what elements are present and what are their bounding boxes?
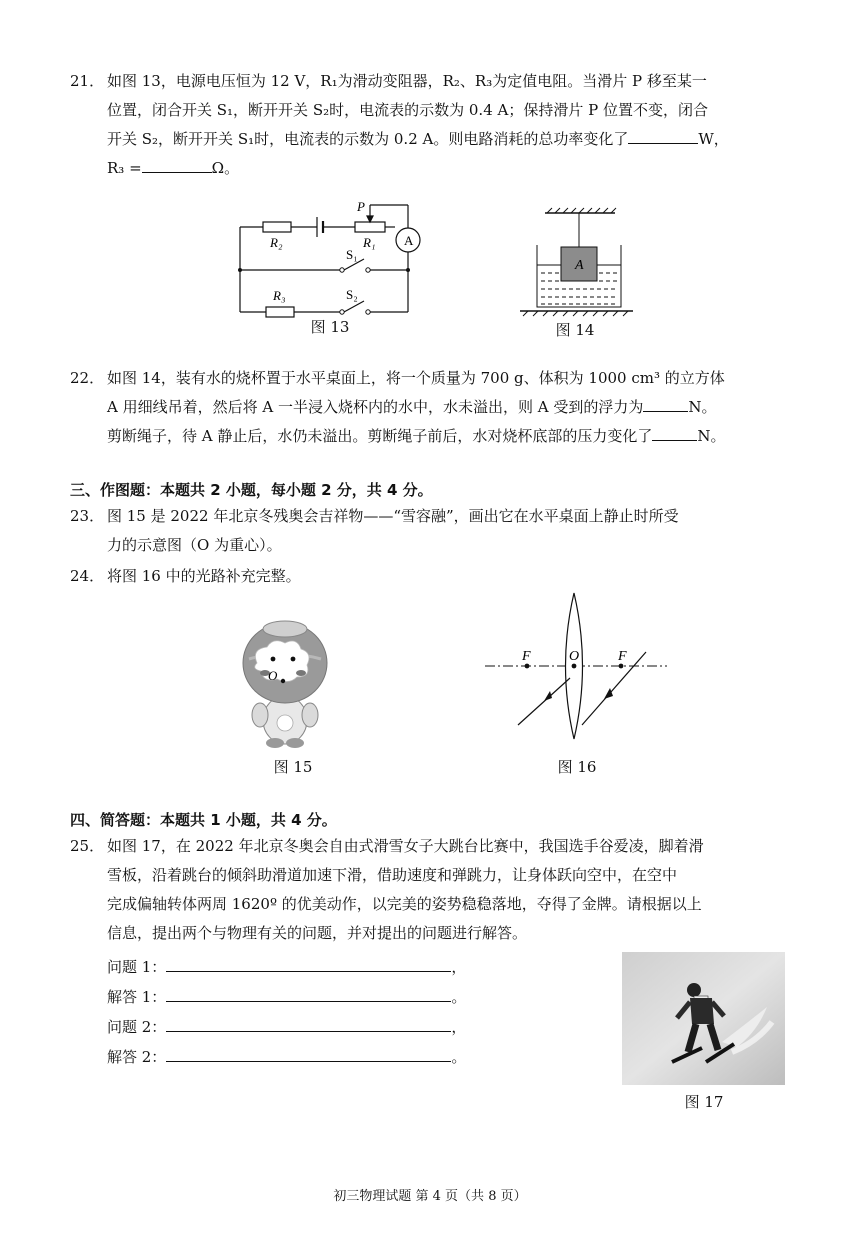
- r1-label: R₁: [363, 235, 376, 250]
- q21-line2: 位置，闭合开关 S₁，断开开关 S₂时，电流表的示数为 0.4 A；保持滑片 P 位置不变，闭合: [107, 101, 708, 119]
- q21-unit-w: W，: [698, 130, 729, 148]
- answer-line[interactable]: [166, 1015, 451, 1032]
- answer-row-answer-1: [107, 985, 466, 1007]
- r2-label: R₂: [270, 235, 283, 250]
- answer-blank[interactable]: [643, 395, 688, 412]
- figure-14-caption: 图 14: [555, 321, 595, 339]
- question-23-number: 23．: [70, 507, 105, 525]
- q21-line4: [107, 154, 797, 183]
- answer-row-end: ，: [451, 1018, 467, 1036]
- page-footer: 初三物理试题 第 4 页（共 8 页）: [333, 1189, 527, 1204]
- r3-label: R₃: [273, 288, 286, 303]
- answer-blank[interactable]: [142, 156, 212, 173]
- answer-line[interactable]: [166, 985, 451, 1002]
- center-o-label: O: [268, 668, 278, 683]
- answer-line[interactable]: [166, 1045, 451, 1062]
- answer-row-question-2: [107, 1015, 466, 1037]
- q21-r3-label: R₃ =: [107, 159, 142, 177]
- section-4-heading: 四、简答题：本题共 1 小题，共 4 分。: [70, 811, 337, 829]
- figure-16-lens-diagram: [480, 590, 670, 740]
- answer-row-label: 问题 1：: [107, 958, 167, 976]
- q23-line1: 图 15 是 2022 年北京冬残奥会吉祥物——“雪容融”，画出它在水平桌面上静止时所受: [107, 507, 679, 525]
- answer-row-answer-2: [107, 1045, 466, 1067]
- figure-14-beaker-diagram: [515, 205, 635, 320]
- question-25-text: [107, 832, 797, 948]
- q21-line3: [107, 125, 797, 154]
- q21-line3-text: 开关 S₂，断开开关 S₁时，电流表的示数为 0.2 A。则电路消耗的总功率变化了: [107, 130, 629, 148]
- optical-center-o-label: O: [569, 649, 580, 664]
- question-22-text: [107, 364, 807, 451]
- answer-line[interactable]: [166, 955, 451, 972]
- q21-line1: 如图 13，电源电压恒为 12 V，R₁为滑动变阻器，R₂、R₃为定值电阻。当滑片 P 移至某一: [107, 72, 707, 90]
- s1-label: S₁: [346, 247, 358, 262]
- q22-line2-text: A 用细线吊着，然后将 A 一半浸入烧杯内的水中，水未溢出，则 A 受到的浮力为: [107, 398, 644, 416]
- figure-17-caption: 图 17: [684, 1093, 724, 1111]
- ammeter-label: A: [404, 233, 414, 248]
- q22-line3-text: 剪断绳子，待 A 静止后，水仍未溢出。剪断绳子前后，水对烧杯底部的压力变化了: [107, 427, 653, 445]
- s2-label: S₂: [346, 287, 358, 302]
- q25-line2: 雪板，沿着跳台的倾斜助滑道加速下滑，借助速度和弹跳力，让身体跃向空中，在空中: [107, 866, 678, 884]
- figure-15-caption: 图 15: [273, 758, 313, 776]
- q22-line3: [107, 422, 807, 451]
- q25-line1: 如图 17，在 2022 年北京冬奥会自由式滑雪女子大跳台比赛中，我国选手谷爱凌，脚着滑: [107, 837, 704, 855]
- figure-15-mascot-image: [235, 615, 335, 750]
- figure-13-caption: 图 13: [310, 318, 350, 336]
- q25-line3: 完成偏轴转体两周 1620º 的优美动作，以完美的姿势稳稳落地，夺得了金牌。请根据以上: [107, 895, 702, 913]
- question-25-number: 25．: [70, 837, 105, 855]
- answer-row-end: 。: [451, 1048, 467, 1066]
- q22-unit-n: N。: [697, 427, 726, 445]
- answer-blank[interactable]: [628, 127, 698, 144]
- answer-row-label: 解答 2：: [107, 1048, 167, 1066]
- answer-row-label: 解答 1：: [107, 988, 167, 1006]
- slider-p-label: P: [357, 199, 365, 214]
- q22-line1: 如图 14，装有水的烧杯置于水平桌面上，将一个质量为 700 g、体积为 1000 cm³ 的立方体: [107, 369, 725, 387]
- question-24-number: 24．: [70, 567, 105, 585]
- block-a-label: A: [575, 258, 584, 273]
- figure-16-caption: 图 16: [557, 758, 597, 776]
- answer-row-end: ，: [451, 958, 467, 976]
- focus-f-left-label: F: [522, 649, 531, 664]
- q25-line4: 信息，提出两个与物理有关的问题，并对提出的问题进行解答。: [107, 924, 528, 942]
- answer-row-end: 。: [451, 988, 467, 1006]
- q22-line2: [107, 393, 807, 422]
- answer-row-question-1: [107, 955, 466, 977]
- figure-17-skier-photo: [622, 952, 785, 1085]
- question-21-text: [107, 67, 797, 183]
- question-24-text: 将图 16 中的光路补充完整。: [107, 567, 301, 585]
- question-21-number: 21．: [70, 72, 105, 90]
- q22-unit-n: N。: [688, 398, 717, 416]
- q21-unit-ohm: Ω。: [211, 159, 240, 177]
- question-22-number: 22．: [70, 369, 105, 387]
- answer-blank[interactable]: [652, 424, 697, 441]
- section-3-heading: 三、作图题：本题共 2 小题，每小题 2 分，共 4 分。: [70, 481, 433, 499]
- focus-f-right-label: F: [618, 649, 627, 664]
- answer-row-label: 问题 2：: [107, 1018, 167, 1036]
- center-of-gravity-point: [281, 679, 285, 683]
- q23-line2: 力的示意图（O 为重心）。: [107, 536, 282, 554]
- question-23-text: [107, 502, 797, 560]
